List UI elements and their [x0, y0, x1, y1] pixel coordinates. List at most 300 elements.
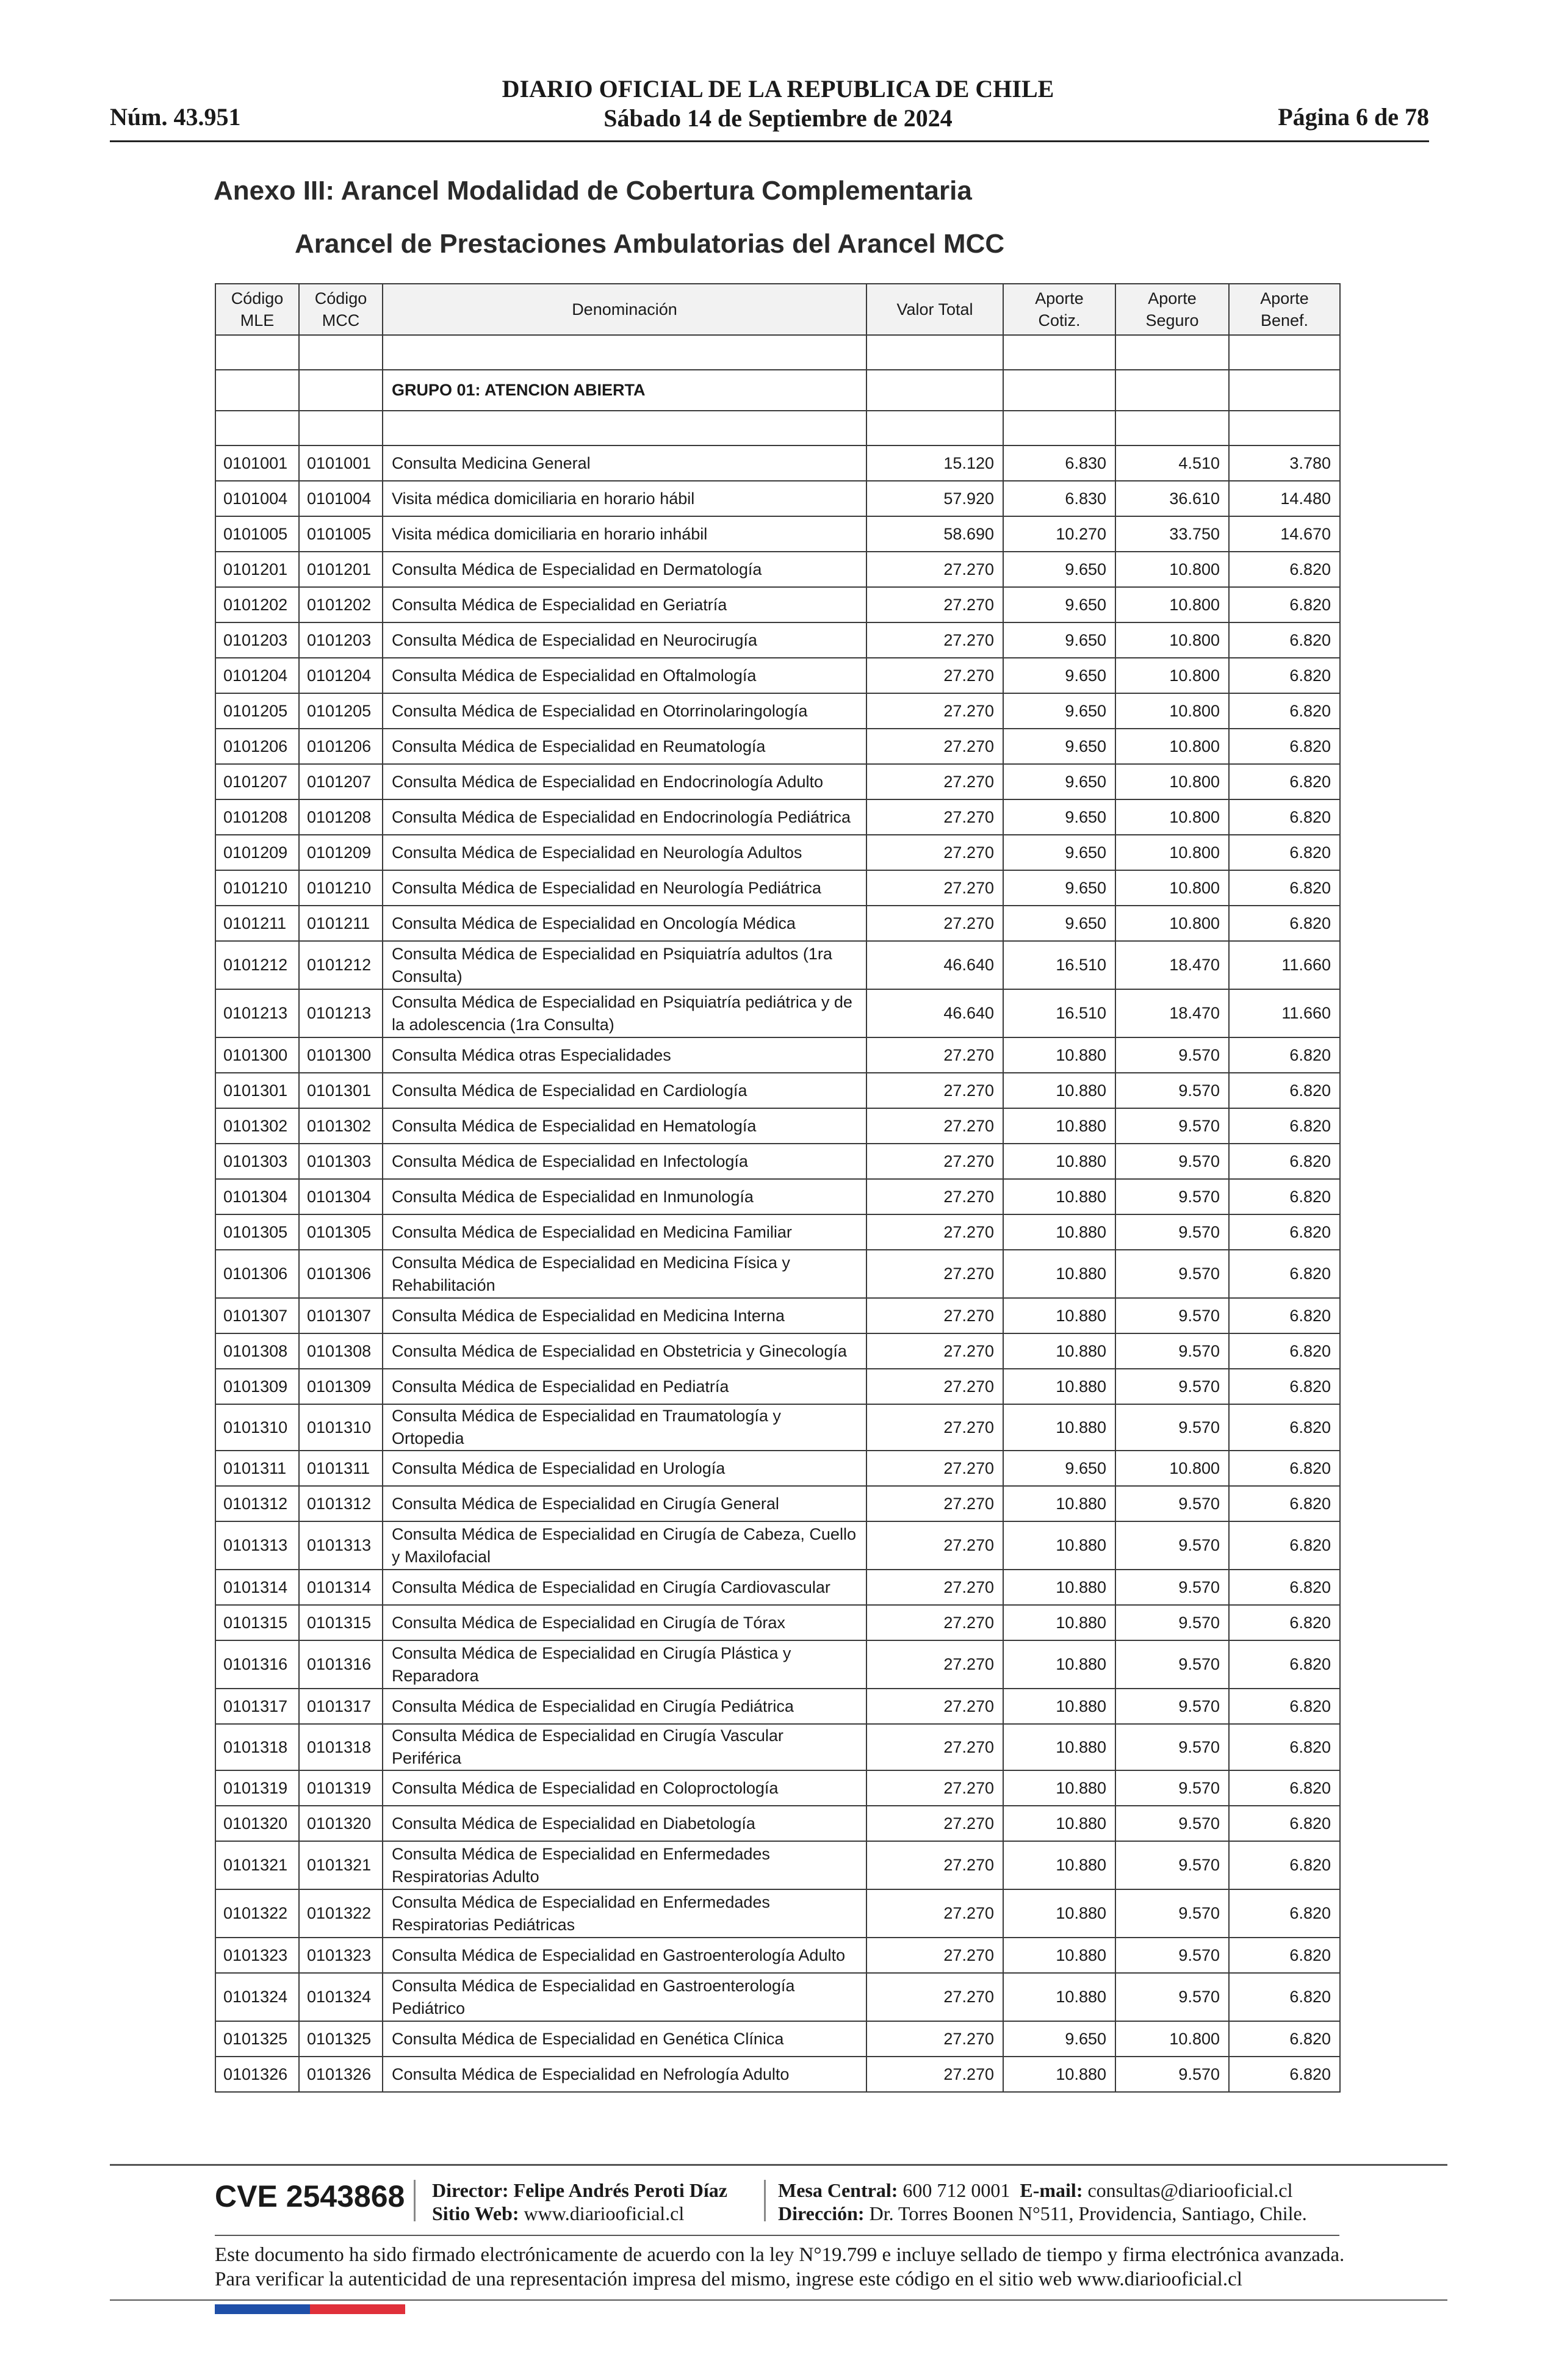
- aporte-seguro-cell: 9.570: [1115, 1333, 1229, 1369]
- aporte-seguro-cell: 9.570: [1115, 1214, 1229, 1250]
- address-value: Dr. Torres Boonen N°511, Providencia, Santiago, Chile.: [869, 2202, 1307, 2224]
- aporte-cotiz-cell: 10.880: [1003, 1521, 1115, 1570]
- footer-separator: [414, 2180, 416, 2221]
- aporte-seguro-cell: 9.570: [1115, 1605, 1229, 1640]
- aporte-cotiz-cell: 9.650: [1003, 622, 1115, 658]
- code-mcc-cell: 0101324: [299, 1973, 383, 2021]
- header-aporte-cotiz: Aporte Cotiz.: [1003, 284, 1115, 335]
- valor-total-cell: 27.270: [866, 1214, 1003, 1250]
- aporte-benef-cell: 6.820: [1229, 1770, 1340, 1806]
- valor-total-cell: 27.270: [866, 1144, 1003, 1179]
- header-divider: [110, 140, 1429, 142]
- code-mcc-cell: 0101202: [299, 587, 383, 622]
- website-link[interactable]: www.diariooficial.cl: [524, 2202, 685, 2224]
- denomination-cell: Consulta Médica de Especialidad en Cirugía General: [383, 1486, 866, 1521]
- aporte-benef-cell: 6.820: [1229, 1108, 1340, 1144]
- code-mcc-cell: 0101315: [299, 1605, 383, 1640]
- code-mle-cell: 0101311: [215, 1451, 299, 1486]
- table-row: [215, 941, 1340, 989]
- aporte-cotiz-cell: 9.650: [1003, 729, 1115, 764]
- denomination-cell: Consulta Médica de Especialidad en Obstetricia y Ginecología: [383, 1333, 866, 1369]
- code-mcc-cell: 0101203: [299, 622, 383, 658]
- code-mcc-cell: 0101206: [299, 729, 383, 764]
- table-row: [215, 693, 1340, 729]
- table-row: [215, 870, 1340, 906]
- denomination-cell: Visita médica domiciliaria en horario hábil: [383, 481, 866, 516]
- aporte-cotiz-cell: 10.880: [1003, 1770, 1115, 1806]
- issue-number: Núm. 43.951: [110, 103, 241, 131]
- footer-separator: [764, 2180, 766, 2221]
- aporte-seguro-cell: 9.570: [1115, 1369, 1229, 1404]
- code-mcc-cell: 0101318: [299, 1724, 383, 1770]
- phone-label: Mesa Central:: [778, 2179, 898, 2201]
- aporte-cotiz-cell: 10.880: [1003, 1806, 1115, 1841]
- code-mcc-cell: 0101323: [299, 1938, 383, 1973]
- denomination-cell: Consulta Médica de Especialidad en Infectología: [383, 1144, 866, 1179]
- table-row: [215, 1521, 1340, 1570]
- cve-code: CVE 2543868: [215, 2179, 405, 2213]
- aporte-benef-cell: 6.820: [1229, 799, 1340, 835]
- table-row: [215, 622, 1340, 658]
- valor-total-cell: 27.270: [866, 1570, 1003, 1605]
- table-row: [215, 1806, 1340, 1841]
- aporte-cotiz-cell: 9.650: [1003, 870, 1115, 906]
- aporte-benef-cell: 6.820: [1229, 658, 1340, 693]
- code-mcc-cell: 0101320: [299, 1806, 383, 1841]
- valor-total-cell: 27.270: [866, 729, 1003, 764]
- table-row: [215, 1689, 1340, 1724]
- aporte-benef-cell: 6.820: [1229, 1938, 1340, 1973]
- code-mcc-cell: 0101213: [299, 989, 383, 1037]
- code-mcc-cell: 0101309: [299, 1369, 383, 1404]
- aporte-benef-cell: 6.820: [1229, 2021, 1340, 2057]
- aporte-seguro-cell: 10.800: [1115, 870, 1229, 906]
- aporte-seguro-cell: 9.570: [1115, 1841, 1229, 1889]
- denomination-cell: Consulta Médica de Especialidad en Neurología Pediátrica: [383, 870, 866, 906]
- denomination-cell: Consulta Médica de Especialidad en Enfermedades Respiratorias Adulto: [383, 1841, 866, 1889]
- code-mcc-cell: 0101306: [299, 1250, 383, 1298]
- denomination-cell: Consulta Médica de Especialidad en Cirugía Plástica y Reparadora: [383, 1640, 866, 1689]
- valor-total-cell: 27.270: [866, 1108, 1003, 1144]
- code-mle-cell: 0101307: [215, 1298, 299, 1333]
- aporte-benef-cell: 6.820: [1229, 764, 1340, 799]
- valor-total-cell: 27.270: [866, 1037, 1003, 1073]
- code-mcc-cell: 0101326: [299, 2057, 383, 2092]
- code-mle-cell: 0101319: [215, 1770, 299, 1806]
- table-row: [215, 1724, 1340, 1770]
- aporte-seguro-cell: 10.800: [1115, 799, 1229, 835]
- denomination-cell: Consulta Médica de Especialidad en Genética Clínica: [383, 2021, 866, 2057]
- code-mle-cell: 0101301: [215, 1073, 299, 1108]
- aporte-seguro-cell: 9.570: [1115, 1889, 1229, 1938]
- table-row: [215, 1640, 1340, 1689]
- table-row: [215, 552, 1340, 587]
- valor-total-cell: 27.270: [866, 799, 1003, 835]
- code-mle-cell: 0101308: [215, 1333, 299, 1369]
- table-row: [215, 1214, 1340, 1250]
- code-mle-cell: 0101313: [215, 1521, 299, 1570]
- aporte-seguro-cell: 10.800: [1115, 764, 1229, 799]
- blank-row: [215, 411, 1340, 445]
- aporte-seguro-cell: 10.800: [1115, 552, 1229, 587]
- denomination-cell: Consulta Médica de Especialidad en Psiquiatría pediátrica y de la adolescencia (1ra Consulta): [383, 989, 866, 1037]
- denomination-cell: Consulta Médica de Especialidad en Cirugía Cardiovascular: [383, 1570, 866, 1605]
- aporte-seguro-cell: 18.470: [1115, 941, 1229, 989]
- code-mcc-cell: 0101211: [299, 906, 383, 941]
- code-mle-cell: 0101212: [215, 941, 299, 989]
- code-mcc-cell: 0101208: [299, 799, 383, 835]
- code-mcc-cell: 0101317: [299, 1689, 383, 1724]
- aporte-cotiz-cell: 10.880: [1003, 1404, 1115, 1451]
- aporte-benef-cell: 6.820: [1229, 693, 1340, 729]
- table-row: [215, 1770, 1340, 1806]
- annex-title: Anexo III: Arancel Modalidad de Cobertura Complementaria: [214, 176, 972, 206]
- denomination-cell: Consulta Médica de Especialidad en Reumatología: [383, 729, 866, 764]
- aporte-benef-cell: 6.820: [1229, 1369, 1340, 1404]
- code-mle-cell: 0101206: [215, 729, 299, 764]
- aporte-cotiz-cell: 9.650: [1003, 2021, 1115, 2057]
- aporte-cotiz-cell: 9.650: [1003, 1451, 1115, 1486]
- denomination-cell: Consulta Médica de Especialidad en Pediatría: [383, 1369, 866, 1404]
- code-mle-cell: 0101314: [215, 1570, 299, 1605]
- aporte-cotiz-cell: 10.880: [1003, 1570, 1115, 1605]
- header-aporte-seguro: Aporte Seguro: [1115, 284, 1229, 335]
- aporte-cotiz-cell: 9.650: [1003, 764, 1115, 799]
- address-label: Dirección:: [778, 2202, 865, 2224]
- code-mcc-cell: 0101316: [299, 1640, 383, 1689]
- aporte-cotiz-cell: 9.650: [1003, 587, 1115, 622]
- valor-total-cell: 27.270: [866, 2021, 1003, 2057]
- code-mcc-cell: 0101207: [299, 764, 383, 799]
- table-row: [215, 2057, 1340, 2092]
- aporte-cotiz-cell: 9.650: [1003, 799, 1115, 835]
- aporte-benef-cell: 11.660: [1229, 989, 1340, 1037]
- footer-divider: [215, 2235, 1339, 2236]
- code-mle-cell: 0101321: [215, 1841, 299, 1889]
- code-mcc-cell: 0101303: [299, 1144, 383, 1179]
- code-mcc-cell: 0101205: [299, 693, 383, 729]
- code-mcc-cell: 0101300: [299, 1037, 383, 1073]
- aporte-cotiz-cell: 10.880: [1003, 1333, 1115, 1369]
- aporte-benef-cell: 6.820: [1229, 1250, 1340, 1298]
- table-row: [215, 1973, 1340, 2021]
- table-row: [215, 989, 1340, 1037]
- aporte-seguro-cell: 9.570: [1115, 1640, 1229, 1689]
- code-mle-cell: 0101312: [215, 1486, 299, 1521]
- header-denominacion: Denominación: [383, 284, 866, 335]
- denomination-cell: Consulta Médica de Especialidad en Geriatría: [383, 587, 866, 622]
- denomination-cell: Consulta Médica de Especialidad en Gastroenterología Pediátrico: [383, 1973, 866, 2021]
- aporte-cotiz-cell: 16.510: [1003, 989, 1115, 1037]
- aporte-benef-cell: 6.820: [1229, 1724, 1340, 1770]
- email-link[interactable]: consultas@diariooficial.cl: [1087, 2179, 1293, 2201]
- table-row: [215, 1605, 1340, 1640]
- aporte-cotiz-cell: 10.880: [1003, 1486, 1115, 1521]
- aporte-benef-cell: 6.820: [1229, 1037, 1340, 1073]
- code-mle-cell: 0101205: [215, 693, 299, 729]
- header-codigo-mcc: Código MCC: [299, 284, 383, 335]
- aporte-seguro-cell: 9.570: [1115, 1973, 1229, 2021]
- table-row: [215, 445, 1340, 481]
- denomination-cell: Consulta Médica de Especialidad en Endocrinología Pediátrica: [383, 799, 866, 835]
- header-valor-total: Valor Total: [866, 284, 1003, 335]
- valor-total-cell: 27.270: [866, 1689, 1003, 1724]
- code-mcc-cell: 0101001: [299, 445, 383, 481]
- aporte-cotiz-cell: 10.880: [1003, 1214, 1115, 1250]
- aporte-benef-cell: 6.820: [1229, 1404, 1340, 1451]
- code-mcc-cell: 0101209: [299, 835, 383, 870]
- aporte-seguro-cell: 9.570: [1115, 1404, 1229, 1451]
- denomination-cell: Consulta Médica de Especialidad en Neurocirugía: [383, 622, 866, 658]
- aporte-benef-cell: 6.820: [1229, 1806, 1340, 1841]
- aporte-cotiz-cell: 10.880: [1003, 1689, 1115, 1724]
- table-row: [215, 587, 1340, 622]
- valor-total-cell: 27.270: [866, 1938, 1003, 1973]
- valor-total-cell: 27.270: [866, 658, 1003, 693]
- code-mle-cell: 0101323: [215, 1938, 299, 1973]
- table-header-row: [215, 284, 1340, 335]
- table-row: [215, 658, 1340, 693]
- code-mle-cell: 0101001: [215, 445, 299, 481]
- aporte-seguro-cell: 10.800: [1115, 658, 1229, 693]
- blank-row: [215, 335, 1340, 370]
- footer-divider: [110, 2299, 1447, 2301]
- denomination-cell: Consulta Médica de Especialidad en Nefrología Adulto: [383, 2057, 866, 2092]
- code-mle-cell: 0101211: [215, 906, 299, 941]
- aporte-cotiz-cell: 10.880: [1003, 1973, 1115, 2021]
- group-label: GRUPO 01: ATENCION ABIERTA: [383, 370, 866, 411]
- code-mle-cell: 0101326: [215, 2057, 299, 2092]
- email-label: E-mail:: [1020, 2179, 1083, 2201]
- code-mcc-cell: 0101005: [299, 516, 383, 552]
- code-mle-cell: 0101213: [215, 989, 299, 1037]
- valor-total-cell: 46.640: [866, 941, 1003, 989]
- code-mle-cell: 0101302: [215, 1108, 299, 1144]
- code-mcc-cell: 0101314: [299, 1570, 383, 1605]
- aporte-seguro-cell: 10.800: [1115, 2021, 1229, 2057]
- code-mle-cell: 0101209: [215, 835, 299, 870]
- denomination-cell: Consulta Médica de Especialidad en Coloproctología: [383, 1770, 866, 1806]
- aporte-seguro-cell: 9.570: [1115, 1108, 1229, 1144]
- table-row: [215, 481, 1340, 516]
- aporte-benef-cell: 6.820: [1229, 1889, 1340, 1938]
- denomination-cell: Consulta Médica de Especialidad en Cirugía de Cabeza, Cuello y Maxilofacial: [383, 1521, 866, 1570]
- aporte-benef-cell: 6.820: [1229, 1179, 1340, 1214]
- signature-note: Este documento ha sido firmado electrónicamente de acuerdo con la ley N°19.799 e incluye sellado de tiempo y firma electrónica avanzada. Para verificar la autenticidad de una representación impresa del mismo, ingrese este código en el sitio web www.diariooficial.cl: [215, 2244, 1345, 2290]
- denomination-cell: Consulta Médica de Especialidad en Cirugía Vascular Periférica: [383, 1724, 866, 1770]
- code-mle-cell: 0101309: [215, 1369, 299, 1404]
- code-mle-cell: 0101208: [215, 799, 299, 835]
- denomination-cell: Consulta Médica de Especialidad en Diabetología: [383, 1806, 866, 1841]
- website-label: Sitio Web:: [432, 2202, 519, 2224]
- aporte-benef-cell: 6.820: [1229, 587, 1340, 622]
- code-mcc-cell: 0101307: [299, 1298, 383, 1333]
- aporte-seguro-cell: 9.570: [1115, 2057, 1229, 2092]
- code-mcc-cell: 0101004: [299, 481, 383, 516]
- denomination-cell: Consulta Médica de Especialidad en Oftalmología: [383, 658, 866, 693]
- aporte-cotiz-cell: 9.650: [1003, 835, 1115, 870]
- denomination-cell: Consulta Médica otras Especialidades: [383, 1037, 866, 1073]
- aporte-cotiz-cell: 10.880: [1003, 1179, 1115, 1214]
- valor-total-cell: 27.270: [866, 552, 1003, 587]
- valor-total-cell: 27.270: [866, 1333, 1003, 1369]
- valor-total-cell: 27.270: [866, 1889, 1003, 1938]
- aporte-seguro-cell: 10.800: [1115, 622, 1229, 658]
- valor-total-cell: 27.270: [866, 1179, 1003, 1214]
- code-mle-cell: 0101305: [215, 1214, 299, 1250]
- valor-total-cell: 27.270: [866, 1486, 1003, 1521]
- denomination-cell: Consulta Médica de Especialidad en Gastroenterología Adulto: [383, 1938, 866, 1973]
- aporte-seguro-cell: 9.570: [1115, 1770, 1229, 1806]
- aporte-benef-cell: 6.820: [1229, 2057, 1340, 2092]
- denomination-cell: Consulta Médica de Especialidad en Enfermedades Respiratorias Pediátricas: [383, 1889, 866, 1938]
- aporte-cotiz-cell: 10.270: [1003, 516, 1115, 552]
- aporte-seguro-cell: 9.570: [1115, 1144, 1229, 1179]
- aporte-benef-cell: 6.820: [1229, 1214, 1340, 1250]
- aporte-cotiz-cell: 10.880: [1003, 1108, 1115, 1144]
- aporte-benef-cell: 6.820: [1229, 1451, 1340, 1486]
- denomination-cell: Consulta Médica de Especialidad en Psiquiatría adultos (1ra Consulta): [383, 941, 866, 989]
- valor-total-cell: 27.270: [866, 1841, 1003, 1889]
- denomination-cell: Consulta Médica de Especialidad en Medicina Física y Rehabilitación: [383, 1250, 866, 1298]
- valor-total-cell: 27.270: [866, 693, 1003, 729]
- table-row: [215, 1486, 1340, 1521]
- code-mcc-cell: 0101311: [299, 1451, 383, 1486]
- aporte-cotiz-cell: 9.650: [1003, 693, 1115, 729]
- director-block: [432, 2179, 727, 2225]
- table-row: [215, 1404, 1340, 1451]
- valor-total-cell: 27.270: [866, 1770, 1003, 1806]
- aporte-cotiz-cell: 10.880: [1003, 1841, 1115, 1889]
- code-mcc-cell: 0101325: [299, 2021, 383, 2057]
- denomination-cell: Consulta Médica de Especialidad en Endocrinología Adulto: [383, 764, 866, 799]
- aporte-seguro-cell: 10.800: [1115, 587, 1229, 622]
- code-mle-cell: 0101202: [215, 587, 299, 622]
- aporte-benef-cell: 6.820: [1229, 1689, 1340, 1724]
- denomination-cell: Consulta Médica de Especialidad en Hematología: [383, 1108, 866, 1144]
- aporte-benef-cell: 6.820: [1229, 1841, 1340, 1889]
- table-row: [215, 835, 1340, 870]
- aporte-seguro-cell: 9.570: [1115, 1938, 1229, 1973]
- denomination-cell: Consulta Médica de Especialidad en Traumatología y Ortopedia: [383, 1404, 866, 1451]
- code-mle-cell: 0101315: [215, 1605, 299, 1640]
- director-name: Felipe Andrés Peroti Díaz: [513, 2179, 727, 2201]
- code-mle-cell: 0101204: [215, 658, 299, 693]
- aporte-seguro-cell: 9.570: [1115, 1570, 1229, 1605]
- valor-total-cell: 46.640: [866, 989, 1003, 1037]
- table-row: [215, 764, 1340, 799]
- code-mcc-cell: 0101302: [299, 1108, 383, 1144]
- aporte-seguro-cell: 10.800: [1115, 693, 1229, 729]
- aporte-seguro-cell: 9.570: [1115, 1037, 1229, 1073]
- aporte-benef-cell: 6.820: [1229, 1605, 1340, 1640]
- table-row: [215, 1298, 1340, 1333]
- aporte-seguro-cell: 9.570: [1115, 1298, 1229, 1333]
- page-number: Página 6 de 78: [1278, 103, 1429, 131]
- code-mcc-cell: 0101312: [299, 1486, 383, 1521]
- valor-total-cell: 27.270: [866, 1073, 1003, 1108]
- table-row: [215, 799, 1340, 835]
- table-row: [215, 1369, 1340, 1404]
- code-mcc-cell: 0101212: [299, 941, 383, 989]
- denomination-cell: Consulta Médica de Especialidad en Cirugía de Tórax: [383, 1605, 866, 1640]
- aporte-cotiz-cell: 10.880: [1003, 2057, 1115, 2092]
- code-mcc-cell: 0101313: [299, 1521, 383, 1570]
- aporte-benef-cell: 6.820: [1229, 835, 1340, 870]
- tariff-table: [215, 283, 1341, 2093]
- aporte-cotiz-cell: 10.880: [1003, 1938, 1115, 1973]
- aporte-seguro-cell: 4.510: [1115, 445, 1229, 481]
- valor-total-cell: 15.120: [866, 445, 1003, 481]
- table-row: [215, 1037, 1340, 1073]
- flag-bar-blue: [215, 2304, 310, 2314]
- denomination-cell: Consulta Médica de Especialidad en Medicina Familiar: [383, 1214, 866, 1250]
- code-mle-cell: 0101210: [215, 870, 299, 906]
- aporte-cotiz-cell: 6.830: [1003, 445, 1115, 481]
- director-label: Director:: [432, 2179, 509, 2201]
- table-row: [215, 1889, 1340, 1938]
- denomination-cell: Visita médica domiciliaria en horario inhábil: [383, 516, 866, 552]
- valor-total-cell: 27.270: [866, 1521, 1003, 1570]
- valor-total-cell: 27.270: [866, 1451, 1003, 1486]
- denomination-cell: Consulta Medicina General: [383, 445, 866, 481]
- flag-bar-red: [310, 2304, 405, 2314]
- code-mle-cell: 0101303: [215, 1144, 299, 1179]
- denomination-cell: Consulta Médica de Especialidad en Urología: [383, 1451, 866, 1486]
- table-row: [215, 1179, 1340, 1214]
- aporte-benef-cell: 6.820: [1229, 1486, 1340, 1521]
- aporte-seguro-cell: 9.570: [1115, 1806, 1229, 1841]
- valor-total-cell: 27.270: [866, 1250, 1003, 1298]
- code-mle-cell: 0101201: [215, 552, 299, 587]
- code-mcc-cell: 0101305: [299, 1214, 383, 1250]
- aporte-cotiz-cell: 9.650: [1003, 906, 1115, 941]
- denomination-cell: Consulta Médica de Especialidad en Cirugía Pediátrica: [383, 1689, 866, 1724]
- aporte-benef-cell: 11.660: [1229, 941, 1340, 989]
- aporte-seguro-cell: 9.570: [1115, 1179, 1229, 1214]
- code-mle-cell: 0101300: [215, 1037, 299, 1073]
- code-mle-cell: 0101306: [215, 1250, 299, 1298]
- aporte-benef-cell: 6.820: [1229, 1521, 1340, 1570]
- aporte-seguro-cell: 9.570: [1115, 1724, 1229, 1770]
- aporte-benef-cell: 6.820: [1229, 729, 1340, 764]
- aporte-benef-cell: 6.820: [1229, 870, 1340, 906]
- code-mle-cell: 0101318: [215, 1724, 299, 1770]
- phone-value: 600 712 0001: [902, 2179, 1010, 2201]
- code-mle-cell: 0101317: [215, 1689, 299, 1724]
- aporte-benef-cell: 6.820: [1229, 1298, 1340, 1333]
- code-mcc-cell: 0101321: [299, 1841, 383, 1889]
- denomination-cell: Consulta Médica de Especialidad en Cardiología: [383, 1073, 866, 1108]
- code-mcc-cell: 0101308: [299, 1333, 383, 1369]
- publication-name: DIARIO OFICIAL DE LA REPUBLICA DE CHILE: [502, 75, 1054, 103]
- aporte-seguro-cell: 9.570: [1115, 1689, 1229, 1724]
- valor-total-cell: 27.270: [866, 1605, 1003, 1640]
- denomination-cell: Consulta Médica de Especialidad en Otorrinolaringología: [383, 693, 866, 729]
- valor-total-cell: 27.270: [866, 622, 1003, 658]
- code-mcc-cell: 0101322: [299, 1889, 383, 1938]
- table-row: [215, 2021, 1340, 2057]
- aporte-benef-cell: 6.820: [1229, 1073, 1340, 1108]
- table-row: [215, 1073, 1340, 1108]
- table-row: [215, 1250, 1340, 1298]
- denomination-cell: Consulta Médica de Especialidad en Neurología Adultos: [383, 835, 866, 870]
- code-mcc-cell: 0101319: [299, 1770, 383, 1806]
- code-mcc-cell: 0101210: [299, 870, 383, 906]
- aporte-cotiz-cell: 10.880: [1003, 1250, 1115, 1298]
- aporte-cotiz-cell: 10.880: [1003, 1298, 1115, 1333]
- aporte-seguro-cell: 9.570: [1115, 1486, 1229, 1521]
